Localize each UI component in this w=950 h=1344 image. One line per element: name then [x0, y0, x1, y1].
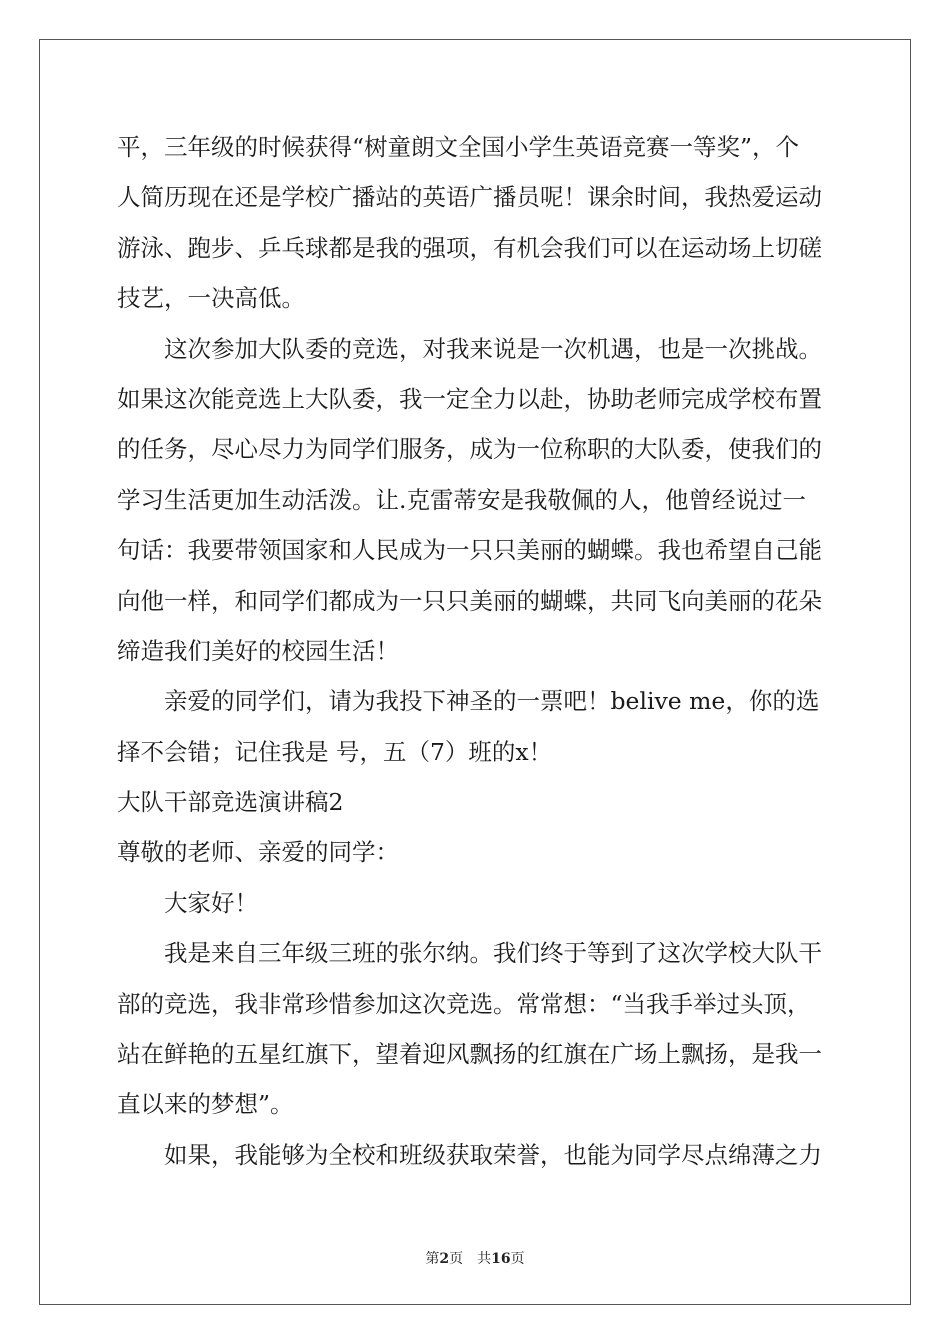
salutation: 尊敬的老师、亲爱的同学： — [117, 838, 399, 867]
text-line: 如果，我能够为全校和班级获取荣誉，也能为同学尽点绵薄之力 — [164, 1140, 822, 1169]
page-total: 16 — [491, 1251, 511, 1267]
text-line: 部的竞选，我非常珍惜参加这次竞选。常常想：“当我手举过头顶， — [117, 989, 811, 1018]
text-line: 这次参加大队委的竞选，对我来说是一次机遇，也是一次挑战。 — [164, 334, 822, 363]
text-line: 缔造我们美好的校园生活！ — [117, 636, 399, 665]
total-prefix: 共 — [477, 1251, 492, 1267]
text-line: 我是来自三年级三班的张尔纳。我们终于等到了这次学校大队干 — [164, 939, 822, 968]
text-line: 直以来的梦想”。 — [117, 1090, 294, 1119]
page-current: 2 — [439, 1251, 450, 1267]
text-line: 人简历现在还是学校广播站的英语广播员呢！课余时间，我热爱运动 — [117, 183, 822, 212]
text-line: 站在鲜艳的五星红旗下，望着迎风飘扬的红旗在广场上飘扬，是我一 — [117, 1040, 822, 1069]
greeting: 大家好！ — [164, 888, 258, 917]
text-line: 亲爱的同学们，请为我投下神圣的一票吧！belive me，你的选 — [164, 687, 820, 716]
text-line: 学习生活更加生动活泼。让.克雷蒂安是我敬佩的人，他曾经说过一 — [117, 485, 806, 514]
section-heading: 大队干部竞选演讲稿2 — [117, 788, 344, 817]
text-line: 择不会错；记住我是 号，五（7）班的x！ — [117, 737, 553, 766]
text-line: 平，三年级的时候获得“树童朗文全国小学生英语竞赛一等奖”，个 — [117, 133, 800, 161]
page-suffix: 页 — [449, 1251, 464, 1267]
text-line: 技艺，一决高低。 — [117, 284, 305, 313]
text-line: 句话：我要带领国家和人民成为一只只美丽的蝴蝶。我也希望自己能 — [117, 536, 822, 565]
document-body — [117, 122, 833, 1180]
page-prefix: 第 — [425, 1251, 440, 1267]
total-suffix: 页 — [510, 1251, 525, 1267]
page-footer — [0, 1248, 950, 1268]
text-line: 游泳、跑步、乒乓球都是我的强项，有机会我们可以在运动场上切磋 — [117, 233, 822, 262]
text-line: 的任务，尽心尽力为同学们服务，成为一位称职的大队委，使我们的 — [117, 435, 822, 464]
text-line: 向他一样，和同学们都成为一只只美丽的蝴蝶，共同飞向美丽的花朵 — [117, 586, 822, 615]
text-line: 如果这次能竞选上大队委，我一定全力以赴，协助老师完成学校布置 — [117, 384, 822, 413]
